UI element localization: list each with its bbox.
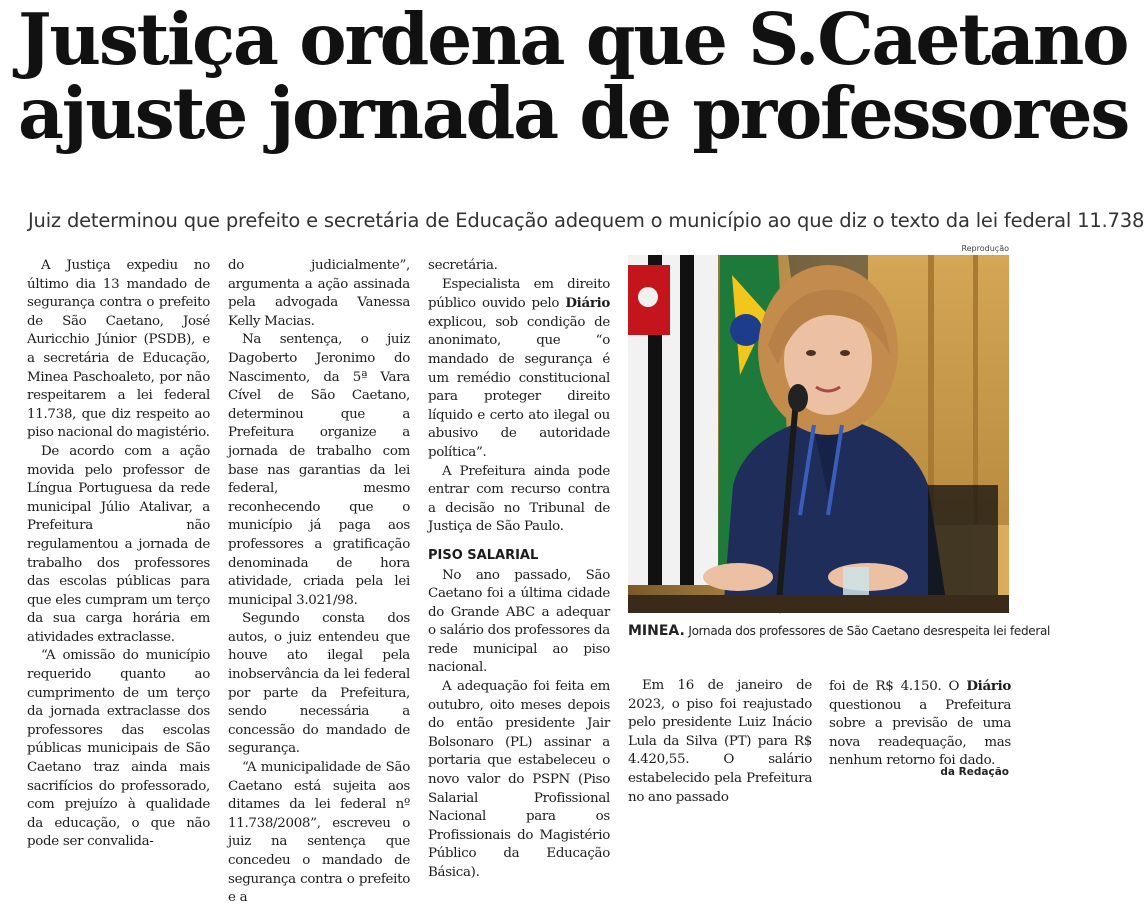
photo-credit: Reprodução: [961, 244, 1009, 253]
paragraph: [428, 276, 610, 463]
article-column-5: [829, 677, 1011, 771]
article-photo: [628, 255, 1009, 613]
paragraph: “A omissão do município requerido quanto ao cumprimento de um terço da jornada extraclasse dos professores das escolas públicas municipais de São Caetano traz ainda mais sacrifícios do professorado, com prejuízo à qualidade da educação, o que não pode ser convalida-: [27, 648, 210, 850]
paragraph: A adequação foi feita em outubro, oito meses depois do então presidente Jair Bolsonaro (PL) assinar a portaria que estabeleceu o novo valor do PSPN (Piso Salarial Profissional Nacional para os Profissionais do Magistério Público da Educação Básica).: [428, 679, 610, 880]
newspaper-name: Diário: [565, 295, 610, 312]
article-column-2: [228, 257, 410, 908]
paragraph: Na sentença, o juiz Dagoberto Jeronimo do Nascimento, da 5ª Vara Cível de São Caetano, determinou que a Prefeitura organize a jornada de trabalho com base nas garantias da lei federal, mesmo reconhecendo que o município já paga aos professores a gratificação denominada de hora atividade, criada pela lei municipal 3.021/98.: [228, 332, 410, 608]
text: Especialista em direito público ouvido pelo: [428, 276, 610, 312]
paragraph: A Prefeitura ainda pode entrar com recurso contra a decisão no Tribunal de Justiça de São Paulo.: [428, 463, 610, 535]
section-subtitle: PISO SALARIAL: [428, 547, 539, 563]
text: explicou, sob condição de anonimato, que “o mandado de segurança é um remédio constitucional para proteger direito líquido e certo ato ilegal ou abusivo de autoridade política”.: [428, 314, 610, 460]
paragraph: [829, 677, 1011, 771]
paragraph: A Justiça expediu no último dia 13 mandado de segurança contra o prefeito de São Caetano, José Auricchio Júnior (PSDB), e a secretária de Educação, Minea Paschoaleto, por não respeitarem a lei federal 11.738, que diz respeito ao piso nacional do magistério.: [27, 258, 210, 441]
paragraph: Em 16 de janeiro de 2023, o piso foi reajustado pelo presidente Luiz Inácio Lula da Silva (PT) para R$ 4.420,55. O salário estabelecido pela Prefeitura no ano passado: [628, 678, 812, 805]
byline: da Redação: [940, 766, 1009, 778]
newspaper-name: Diário: [966, 678, 1011, 694]
paragraph: No ano passado, São Caetano foi a última cidade do Grande ABC a adequar o salário dos professores da rede municipal ao piso nacional.: [428, 567, 610, 676]
paragraph: secretária.: [428, 258, 498, 273]
text: foi de R$ 4.150. O: [829, 679, 967, 694]
paragraph: do judicialmente”, argumenta a ação assinada pela advogada Vanessa Kelly Macias.: [228, 258, 410, 329]
photo-caption: [628, 623, 1051, 639]
paragraph: “A municipalidade de São Caetano está sujeita aos ditames da lei federal nº 11.738/2008”, escreveu o juiz na sentença que concedeu o mandado de segurança contra o prefeito e a: [228, 760, 410, 906]
subheadline: Juiz determinou que prefeito e secretária de Educação adequem o município ao que diz o texto da lei federal 11.738: [28, 209, 1144, 232]
paragraph: Segundo consta dos autos, o juiz entendeu que houve ato ilegal pela inobservância da lei federal por parte da Prefeitura, sendo necessária a concessão do mandado de segurança.: [228, 611, 410, 757]
caption-text: Jornada dos professores de São Caetano desrespeita lei federal: [684, 624, 1051, 638]
article-column-1: [27, 257, 210, 852]
photo-illustration: [628, 255, 1009, 613]
article-column-3: [428, 257, 610, 883]
paragraph: De acordo com a ação movida pelo professor de Língua Portuguesa da rede municipal Júlio Atalivar, a Prefeitura não regulamentou a jornada de trabalho dos professores das escolas públicas para que eles cumpram um terço da sua carga horária em atividades extraclasse.: [27, 443, 210, 645]
article-column-4: [628, 677, 812, 807]
headline-line-2: ajuste jornada de professores: [18, 71, 1129, 155]
headline-line-1: Justiça ordena que S.Caetano: [18, 0, 1128, 81]
text: questionou a Prefeitura sobre a previsão de uma nova readequação, mas nenhum retorno foi dado.: [829, 697, 1011, 769]
caption-name: MINEA.: [628, 623, 685, 639]
headline: [18, 0, 1129, 155]
